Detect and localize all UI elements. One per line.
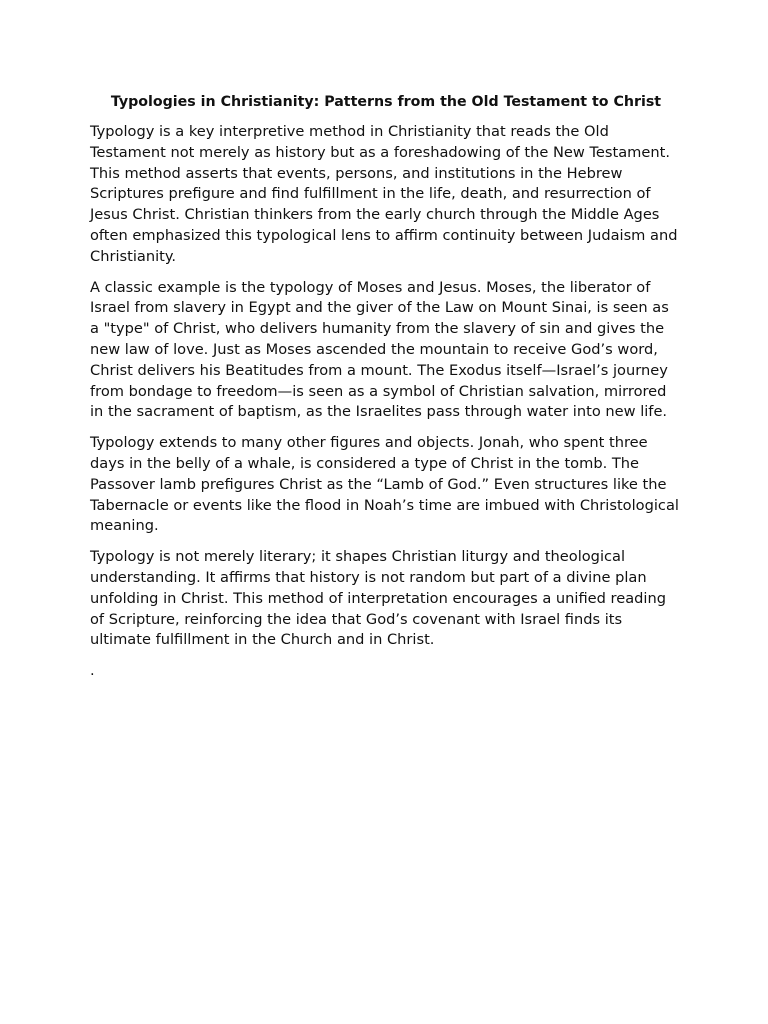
trailing-period: . [90,662,95,680]
paragraph-conclusion: Typology is not merely literary; it shapes Christian liturgy and theological understanding. It affirms that history is not random but part of a divine plan unfolding in Christ. This method of interpretation encourages a unified reading of Scripture, reinforcing the idea that God’s covenant with Israel finds its ultimate fulfillment in the Church and in Christ. [90,548,666,649]
paragraph-moses-example: A classic example is the typology of Moses and Jesus. Moses, the liberator of Israel from slavery in Egypt and the giver of the Law on Mount Sinai, is seen as a "type" of Christ, who delivers humanity from the slavery of sin and gives the new law of love. Just as Moses ascended the mountain to receive God’s word, Christ delivers his Beatitudes from a mount. The Exodus itself—Israel’s journey from bondage to freedom—is seen as a symbol of Christian salvation, mirrored in the sacrament of baptism, as the Israelites pass through water into new life. [90,278,669,421]
paragraph-intro: Typology is a key interpretive method in Christianity that reads the Old Testament not merely as history but as a foreshadowing of the New Testament. This method asserts that events, persons, and institutions in the Hebrew Scriptures prefigure and find fulfillment in the life, death, and resurrection of Jesus Christ. Christian thinkers from the early church through the Middle Ages often emphasized this typological lens to affirm continuity between Judaism and Christianity. [90,123,678,265]
document-title: Typologies in Christianity: Patterns from the Old Testament to Christ [110,94,662,110]
document-body [90,92,682,682]
paragraph-other-figures: Typology extends to many other figures and objects. Jonah, who spent three days in the belly of a whale, is considered a type of Christ in the tomb. The Passover lamb prefigures Christ as the “Lamb of God.” Even structures like the Tabernacle or events like the flood in Noah’s time are imbued with Christological meaning. [90,434,679,535]
